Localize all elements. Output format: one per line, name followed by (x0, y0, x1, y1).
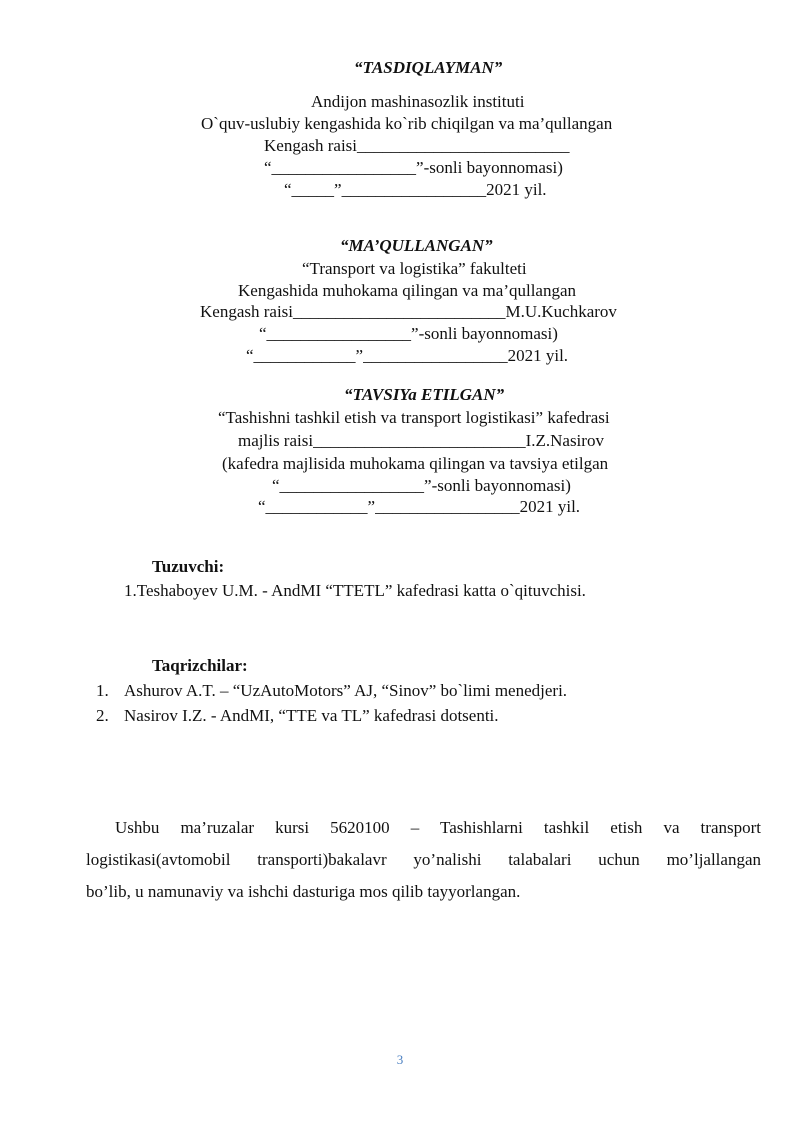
accepted-council: Kengashida muhokama qilingan va ma’qullangan (238, 281, 577, 300)
description-line-1: Ushbu ma’ruzalar kursi 5620100 – Tashishlarni tashkil etish va transport (115, 818, 761, 837)
recommended-chair: majlis raisi_________________________I.Z.Nasirov (238, 431, 604, 450)
approved-chair: Kengash raisi_________________________ (264, 136, 570, 155)
approved-date: “_____”_________________2021 yil. (284, 180, 547, 199)
description-line-3: bo’lib, u namunaviy va ishchi dasturiga mos qilib tayyorlangan. (86, 882, 521, 901)
reviewer-number: 1. (96, 681, 109, 700)
description-line-2: logistikasi(avtomobil transporti)bakalavr yo’nalishi talabalari uchun mo’ljallangan (86, 850, 761, 869)
recommended-department: “Tashishni tashkil etish va transport logistikasi” kafedrasi (218, 408, 610, 427)
reviewer-item: Nasirov I.Z. - AndMI, “TTE va TL” kafedrasi dotsenti. (124, 706, 499, 725)
accepted-faculty: “Transport va logistika” fakulteti (302, 259, 527, 278)
accepted-chair: Kengash raisi_________________________M.U.Kuchkarov (200, 302, 617, 321)
approved-heading: “TASDIQLAYMAN” (354, 58, 503, 77)
recommended-protocol: “_________________”-sonli bayonnomasi) (272, 476, 571, 495)
approved-protocol: “_________________”-sonli bayonnomasi) (264, 158, 563, 177)
reviewer-item: Ashurov A.T. – “UzAutoMotors” AJ, “Sinov” bo`limi menedjeri. (124, 681, 568, 700)
compiler-item: 1.Teshaboyev U.M. - AndMI “TTETL” kafedrasi katta o`qituvchisi. (124, 581, 586, 600)
accepted-protocol: “_________________”-sonli bayonnomasi) (259, 324, 558, 343)
recommended-heading: “TAVSIYa ETILGAN” (344, 385, 505, 404)
reviewer-number: 2. (96, 706, 109, 725)
reviewers-title: Taqrizchilar: (152, 656, 248, 675)
recommended-note: (kafedra majlisida muhokama qilingan va tavsiya etilgan (222, 454, 609, 473)
approved-council: O`quv-uslubiy kengashida ko`rib chiqilgan va ma’qullangan (201, 114, 613, 133)
approved-institute: Andijon mashinasozlik instituti (311, 92, 525, 111)
compiler-title: Tuzuvchi: (152, 557, 225, 576)
recommended-date: “____________”_________________2021 yil. (258, 497, 581, 516)
accepted-heading: “MA’QULLANGAN” (340, 236, 493, 255)
accepted-date: “____________”_________________2021 yil. (246, 346, 569, 365)
page-number: 3 (396, 1052, 404, 1067)
